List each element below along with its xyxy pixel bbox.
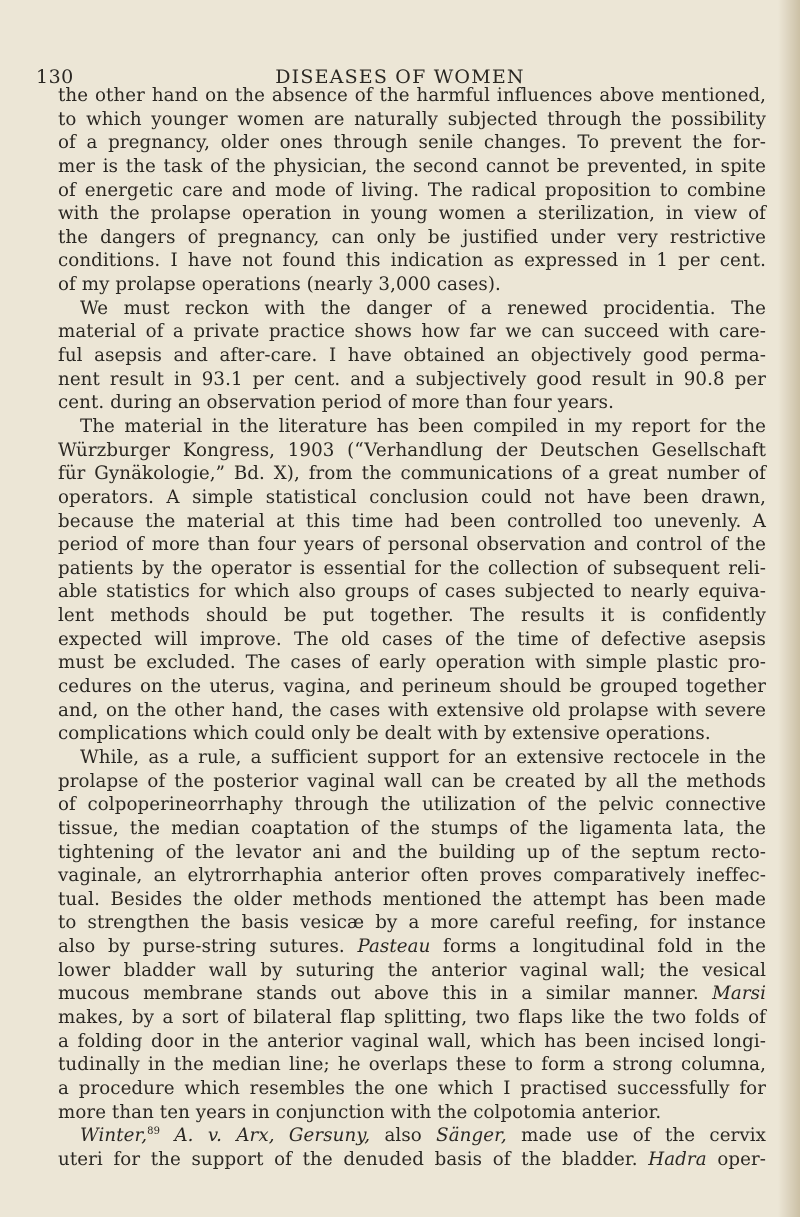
text-line: must be excluded. The cases of early operation with simple plastic pro- [58,652,766,674]
text-line: conditions. I have not found this indication as expressed in 1 per cent. [58,250,766,272]
text-line [58,1124,766,1148]
text-line [58,1148,766,1172]
text-line: tudinally in the median line; he overlaps these to form a strong columna, [58,1054,766,1076]
text-line: to which younger women are naturally subjected through the possibility [58,108,766,130]
text-segment: also [384,1125,422,1147]
page-number: 130 [36,66,74,88]
text-line: complications which could only be dealt with by extensive operations. [58,723,711,745]
text-line: tual. Besides the older methods mentioned the attempt has been made [58,888,766,910]
text-line: prolapse of the posterior vaginal wall can be created by all the methods [58,770,766,792]
text-line [58,982,766,1006]
author-name-sanger: Sänger, [436,1125,507,1147]
text-line: able statistics for which also groups of cases subjected to nearly equiva- [58,581,766,603]
author-name-marsi: Marsi [712,983,766,1005]
footnote-ref: 89 [147,1126,161,1138]
text-line: material of a private practice shows how far we can succeed with care- [58,321,766,343]
text-line: and, on the other hand, the cases with extensive old prolapse with severe [58,699,766,721]
text-line: While, as a rule, a sufficient support for an extensive rectocele in the [80,746,766,768]
running-head: DISEASES OF WOMEN [275,66,525,88]
text-line: tissue, the median coaptation of the stumps of the ligamenta lata, the [58,817,766,839]
text-line: patients by the operator is essential for the collection of subsequent reli- [58,557,766,579]
text-line: vaginale, an elytrorrhaphia anterior often proves comparatively ineffec- [58,865,766,887]
text-line: of my prolapse operations (nearly 3,000 cases). [58,274,501,296]
text-segment: uteri for the support of the denuded basis of the bladder. [58,1148,638,1170]
text-line: The material in the literature has been compiled in my report for the [80,415,766,437]
text-segment: mucous membrane stands out above this in a similar manner. [58,983,699,1005]
text-line: of colpoperineorrhaphy through the utilization of the pelvic connective [58,794,766,816]
text-line: ful asepsis and after-care. I have obtained an objectively good perma- [58,345,766,367]
text-line: the dangers of pregnancy, can only be justified under very restrictive [58,226,766,248]
text-line: a folding door in the anterior vaginal wall, which has been incised longi- [58,1030,766,1052]
text-line: a procedure which resembles the one which I practised successfully for [58,1077,766,1099]
text-line: of a pregnancy, older ones through senile changes. To prevent the for- [58,132,766,154]
text-line: more than ten years in conjunction with the colpotomia anterior. [58,1101,662,1123]
text-segment: forms a longitudinal fold in the [443,936,766,958]
text-line: expected will improve. The old cases of the time of defective asepsis [58,628,766,650]
text-line: of energetic care and mode of living. The radical proposition to combine [58,179,766,201]
body-text [58,84,766,1171]
author-name-hadra: Hadra [648,1148,707,1170]
text-segment: oper- [717,1148,767,1170]
text-line: the other hand on the absence of the harmful influences above mentioned, [58,85,766,106]
text-segment: made use of the cervix [521,1125,766,1147]
author-name-winter: Winter, [80,1125,148,1147]
text-line [58,935,766,959]
text-line: to strengthen the basis vesicæ by a more careful reefing, for instance [58,912,766,934]
text-line: period of more than four years of personal observation and control of the [58,534,766,556]
text-line: operators. A simple statistical conclusion could not have been drawn, [58,486,766,508]
text-line: für Gynäkologie,” Bd. X), from the communications of a great number of [58,463,766,485]
text-line: makes, by a sort of bilateral flap splitting, two flaps like the two folds of [58,1006,766,1028]
text-line: Würzburger Kongress, 1903 (“Verhandlung der Deutschen Gesellschaft [58,439,766,461]
text-line: lent methods should be put together. The results it is confidently [58,605,766,627]
text-line: cent. during an observation period of more than four years. [58,392,614,414]
text-segment: also by purse-string sutures. [58,936,345,958]
text-line: because the material at this time had been controlled too unevenly. A [58,510,766,532]
text-line: tightening of the levator ani and the building up of the septum recto- [58,841,766,863]
author-names: A. v. Arx, Gersuny, [174,1125,371,1147]
page-edge-shadow [778,0,800,1217]
text-line: cedures on the uterus, vagina, and perineum should be grouped together [58,676,766,698]
author-name-pasteau: Pasteau [357,936,431,958]
text-line: mer is the task of the physician, the second cannot be prevented, in spite [58,155,766,177]
text-line: with the prolapse operation in young women a sterilization, in view of [58,203,766,225]
text-line: nent result in 93.1 per cent. and a subjectively good result in 90.8 per [58,368,766,390]
text-line: lower bladder wall by suturing the anterior vaginal wall; the vesical [58,959,766,981]
text-line: We must reckon with the danger of a renewed procidentia. The [80,297,766,319]
